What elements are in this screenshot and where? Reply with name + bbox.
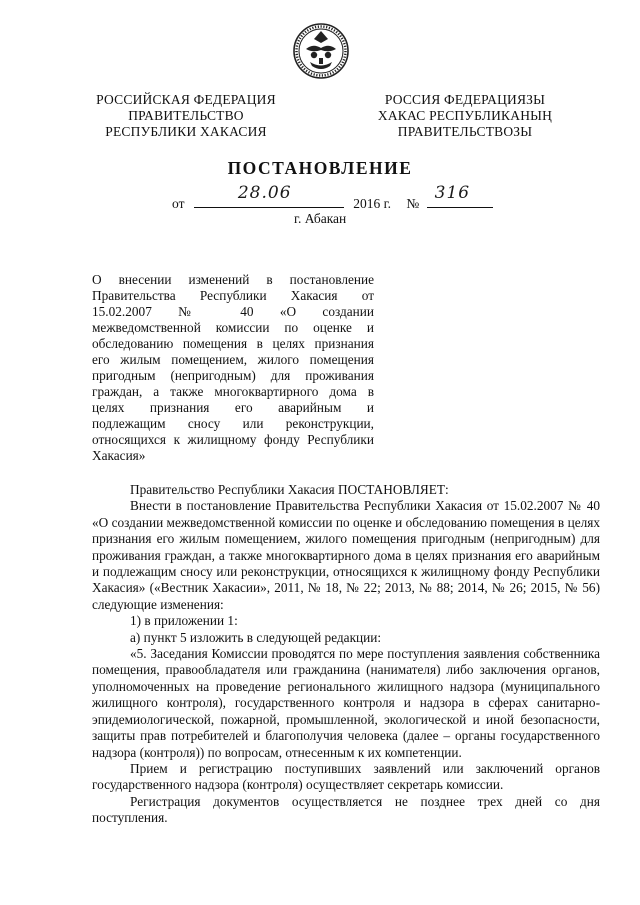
body-paragraph: Регистрация документов осуществляется не позднее трех дней со дня поступления. — [92, 793, 600, 826]
date-field — [194, 183, 344, 208]
subject-line: его жилым помещением, жилого помещения — [92, 352, 374, 367]
body-paragraph: Прием и регистрацию поступивших заявлений или заключений органов государственного надзора (контроля) осуществляет секретарь комиссии. — [92, 760, 600, 793]
subject-line: граждан, а также многоквартирного дома в — [92, 384, 374, 399]
header-left — [96, 92, 276, 140]
subject-line: О внесении изменений в постановление — [92, 272, 374, 287]
header-left-line: ПРАВИТЕЛЬСТВО — [128, 108, 244, 123]
decree-preamble: Правительство Республики Хакасия ПОСТАНОВЛЯЕТ: — [130, 482, 449, 497]
subject-line: подлежащим сносу или реконструкции, — [92, 416, 374, 431]
subject-line: Хакасия» — [92, 448, 146, 463]
header-right-line: ХАКАС РЕСПУБЛИКАНЫҢ — [377, 108, 553, 123]
header-left-line: РЕСПУБЛИКИ ХАКАСИЯ — [105, 124, 267, 139]
body-paragraph: «5. Заседания Комиссии проводятся по мере поступления заявления собственника помещения, правообладателя или гражданина (нанимателя) либо заключения органов, уполномоченных на проведение регионального жилищного надзора (муниципального жилищного контроля), государственного контроля и надзора в сферах санитарно-эпидемиологической, пожарной, промышленной, экологической и иной безопасности, защиты прав потребителей и благополучия человека (далее – органы государственного надзора (контроля)) по вопросам, отнесенным к их компетенции. — [92, 646, 600, 760]
document-title: ПОСТАНОВЛЕНИЕ — [227, 158, 413, 178]
date-from-label: от — [172, 196, 185, 211]
header-right-line: РОССИЯ ФЕДЕРАЦИЯЗЫ — [384, 92, 546, 107]
year-label: 2016 г. — [353, 196, 391, 211]
subject-line: пригодным (непригодным) для проживания — [92, 368, 374, 383]
subject-line: целях признания его аварийным и — [92, 400, 374, 415]
header-left-line: РОССИЙСКАЯ ФЕДЕРАЦИЯ — [96, 92, 276, 107]
subject-line: Правительства Республики Хакасия от — [92, 288, 374, 303]
document-body — [92, 482, 600, 827]
city: г. Абакан — [294, 211, 347, 226]
date-handwritten: 28.06 — [237, 183, 292, 203]
body-paragraph: 1) в приложении 1: — [130, 613, 238, 629]
number-handwritten: 316 — [434, 183, 471, 203]
date-number-line — [172, 183, 493, 212]
subject-line: обследованию помещения в целях признания — [92, 336, 374, 351]
coat-of-arms-icon — [292, 22, 350, 80]
document-subject — [92, 272, 374, 464]
header-right — [372, 92, 558, 140]
number-field — [427, 183, 493, 208]
body-paragraph: а) пункт 5 изложить в следующей редакции: — [130, 629, 382, 645]
subject-line: относящихся к жилищному фонду Республики — [92, 432, 374, 447]
body-paragraph: Внести в постановление Правительства Республики Хакасия от 15.02.2007 № 40 «О создании межведомственной комиссии по оценке и обследованию помещения в целях признания его жилым помещением, жилого помещения пригодным (непригодным) для проживания граждан, а также многоквартирного дома в целях признания его аварийным и подлежащим сносу или реконструкции, относящихся к жилищному фонду Республики Хакасия» («Вестник Хакасии», 2011, № 18, № 22; 2013, № 88; 2014, № 26; 2015, № 56) следующие изменения: — [92, 498, 600, 612]
number-label: № — [406, 196, 420, 211]
subject-line: межведомственной комиссии по оценке и — [92, 320, 374, 335]
header-right-line: ПРАВИТЕЛЬСТВОЗЫ — [397, 124, 533, 139]
subject-line: 15.02.2007 № 40 «О создании — [92, 304, 374, 319]
